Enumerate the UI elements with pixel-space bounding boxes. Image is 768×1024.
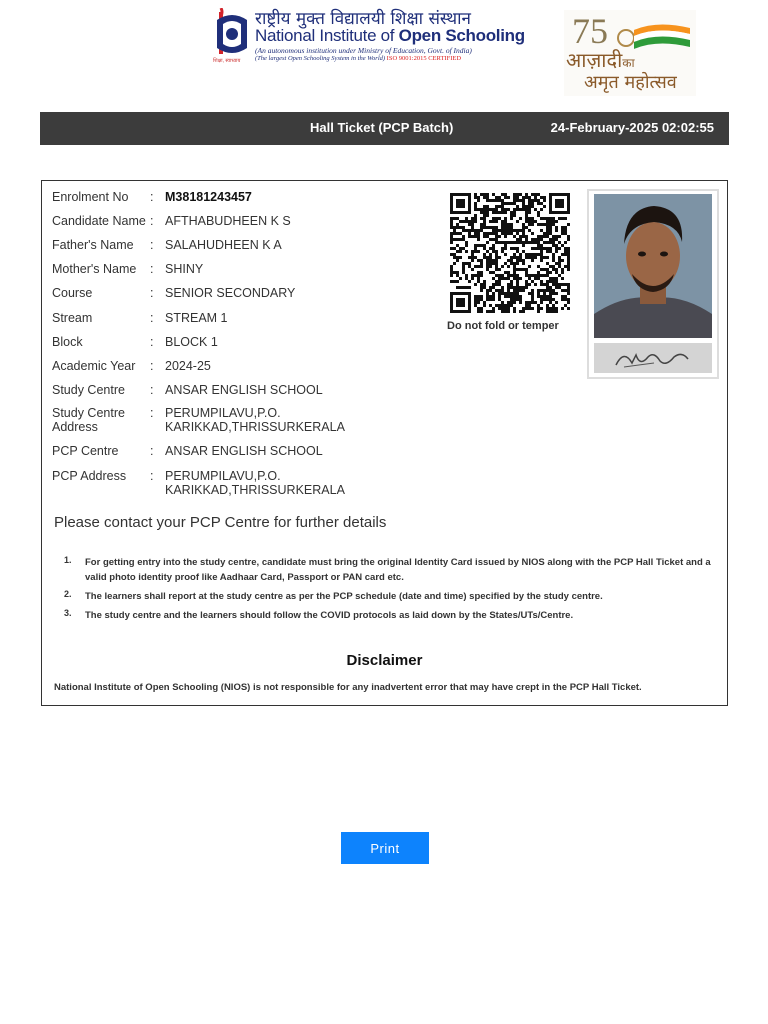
disclaimer-title: Disclaimer: [346, 652, 423, 669]
qr-finder-square: [450, 292, 471, 313]
nios-iso-text: ISO 9001:2015 CERTIFIED: [386, 55, 462, 62]
row-value: M38181243457: [165, 190, 252, 204]
azadi-line-1: [566, 46, 635, 73]
instructions-list: [64, 555, 714, 627]
row-label: Father's Name: [52, 238, 134, 252]
row-value: ANSAR ENGLISH SCHOOL: [165, 444, 323, 458]
candidate-signature: [594, 343, 712, 373]
instruction-text: For getting entry into the study centre, candidate must bring the original Identity Card issued by NIOS along with the PCP Hall Ticket and a valid photo identity proof like Aadhaar Card, Passport or PAN card etc.: [85, 557, 711, 583]
nios-hindi-name: राष्ट्रीय मुक्त विद्यालयी शिक्षा संस्थान: [255, 9, 471, 29]
row-separator: :: [150, 286, 154, 300]
row-separator: :: [150, 214, 154, 228]
row-value: AFTHABUDHEEN K S: [165, 214, 291, 228]
row-separator: :: [150, 359, 154, 373]
row-label: Study Centre Address: [52, 406, 125, 434]
row-label: Study Centre: [52, 383, 125, 397]
hall-ticket-card: [41, 180, 728, 706]
row-value: ANSAR ENGLISH SCHOOL: [165, 383, 323, 397]
nios-subtitle-2: [255, 55, 461, 62]
azadi-ka-amrit-mahotsav-logo: [564, 10, 696, 96]
row-label: Enrolment No: [52, 190, 129, 204]
nios-name-bold: Open Schooling: [398, 26, 525, 45]
row-separator: :: [150, 335, 154, 349]
row-separator: :: [150, 444, 154, 458]
nios-emblem-icon: [213, 8, 251, 58]
qr-finder-square: [450, 193, 471, 214]
hall-ticket-title: Hall Ticket (PCP Batch): [310, 120, 454, 135]
photo-frame: [587, 189, 719, 379]
instruction-number: 2.: [64, 589, 72, 599]
contact-note: Please contact your PCP Centre for further details: [54, 514, 387, 531]
row-value: 2024-25: [165, 359, 211, 373]
candidate-photo-image: [594, 194, 712, 338]
qr-caption: Do not fold or temper: [447, 320, 559, 332]
generated-datetime: 24-February-2025 02:02:55: [550, 120, 714, 135]
nios-subtitle-2-text: (The largest Open Schooling System in the World): [255, 55, 386, 62]
row-separator: :: [150, 383, 154, 397]
row-label: Academic Year: [52, 359, 136, 373]
row-label: Candidate Name: [52, 214, 146, 228]
row-label: Course: [52, 286, 93, 300]
instruction-text: The study centre and the learners should follow the COVID protocols as laid down by the States/UTs/Centre.: [85, 610, 574, 621]
nios-subtitle-1: (An autonomous institution under Ministry of Education, Govt. of India): [255, 46, 472, 55]
azadi-75-number: 75: [572, 11, 608, 51]
row-value: SHINY: [165, 262, 204, 276]
instruction-item: [64, 608, 714, 623]
candidate-photo: [594, 194, 712, 338]
instruction-number: 3.: [64, 608, 72, 618]
row-label: Mother's Name: [52, 262, 137, 276]
row-separator: :: [150, 238, 154, 252]
nios-emblem-caption: शिक्षा, स्वाध्याय: [213, 58, 241, 64]
qr-finder-square: [549, 193, 570, 214]
instruction-item: [64, 555, 714, 585]
signature-scribble-icon: [594, 343, 712, 373]
row-value: BLOCK 1: [165, 335, 218, 349]
qr-code: [446, 193, 574, 313]
row-separator: :: [150, 190, 154, 204]
row-value: SALAHUDHEEN K A: [165, 238, 282, 252]
row-label: PCP Centre: [52, 444, 119, 458]
row-separator: :: [150, 311, 154, 325]
print-button[interactable]: Print: [341, 832, 429, 864]
row-label: PCP Address: [52, 469, 127, 483]
instruction-text: The learners shall report at the study centre as per the PCP schedule (date and time) specified by the study centre.: [85, 591, 603, 602]
nios-name-prefix: National Institute of: [255, 26, 399, 45]
row-separator: :: [150, 262, 154, 276]
row-separator: :: [150, 469, 154, 483]
row-value: PERUMPILAVU,P.O. KARIKKAD,THRISSURKERALA: [165, 406, 345, 434]
nios-english-name: [255, 26, 525, 46]
row-label: Block: [52, 335, 83, 349]
title-bar: [40, 112, 729, 145]
row-value: STREAM 1: [165, 311, 228, 325]
disclaimer-text: National Institute of Open Schooling (NIOS) is not responsible for any inadvertent error that may have crept in the PCP Hall Ticket.: [54, 682, 642, 693]
azadi-word: आज़ादी: [566, 48, 623, 72]
row-separator: :: [150, 406, 154, 420]
ka-word: का: [622, 56, 635, 70]
row-label: Stream: [52, 311, 93, 325]
row-value: SENIOR SECONDARY: [165, 286, 296, 300]
instruction-number: 1.: [64, 555, 72, 565]
instruction-item: [64, 589, 714, 604]
nios-logo: [213, 6, 525, 64]
row-value: PERUMPILAVU,P.O. KARIKKAD,THRISSURKERALA: [165, 469, 345, 497]
azadi-line-2: अमृत महोत्सव: [584, 72, 677, 93]
